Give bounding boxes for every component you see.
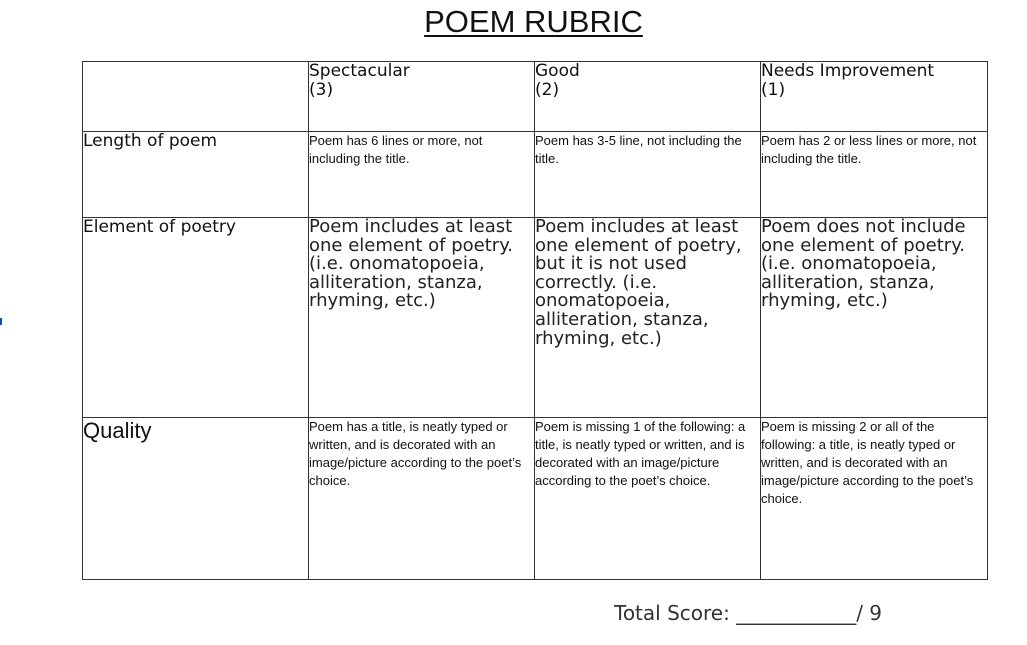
column-header-label: Good [535,61,580,81]
column-header-label: Needs Improvement [761,61,935,81]
row-label-element: Element of poetry [83,218,309,418]
rubric-table [82,61,988,580]
criteria-cell: Poem has 3-5 line, not including the title. [535,132,761,218]
total-score-blank[interactable]: ____________ [736,601,857,625]
criteria-cell: Poem has 2 or less lines or more, not including the title. [761,132,988,218]
row-label-length: Length of poem [83,132,309,218]
column-header-score: (3) [309,80,334,100]
page-title: POEM RUBRIC [424,4,643,39]
criteria-cell: Poem is missing 2 or all of the following: a title, is neatly typed or written, and is decorated with an image/picture according to the poet’s choice. [761,418,988,580]
total-score-label: Total Score: [614,601,730,625]
total-score [614,601,882,625]
column-header-good [535,62,761,132]
column-header-label: Spectacular [309,61,410,81]
criteria-cell: Poem has a title, is neatly typed or written, and is decorated with an image/picture according to the poet’s choice. [309,418,535,580]
column-header-score: (2) [535,80,560,100]
corner-cell [83,62,309,132]
column-header-score: (1) [761,80,786,100]
criteria-cell: Poem is missing 1 of the following: a title, is neatly typed or written, and is decorated with an image/picture according to the poet’s choice. [535,418,761,580]
total-score-max: / 9 [856,601,883,625]
table-row-length [83,132,988,218]
table-row-quality [83,418,988,580]
column-header-needs-improvement [761,62,988,132]
edge-marker [0,318,2,325]
row-label-quality: Quality [83,418,309,580]
criteria-cell: Poem has 6 lines or more, not including the title. [309,132,535,218]
criteria-cell: Poem includes at least one element of poetry. (i.e. onomatopoeia, alliteration, stanza, rhyming, etc.) [309,218,535,418]
criteria-cell: Poem does not include one element of poetry. (i.e. onomatopoeia, alliteration, stanza, rhyming, etc.) [761,218,988,418]
criteria-cell: Poem includes at least one element of poetry, but it is not used correctly. (i.e. onomatopoeia, alliteration, stanza, rhyming, etc.) [535,218,761,418]
table-row-element [83,218,988,418]
column-header-spectacular [309,62,535,132]
header-row [83,62,988,132]
